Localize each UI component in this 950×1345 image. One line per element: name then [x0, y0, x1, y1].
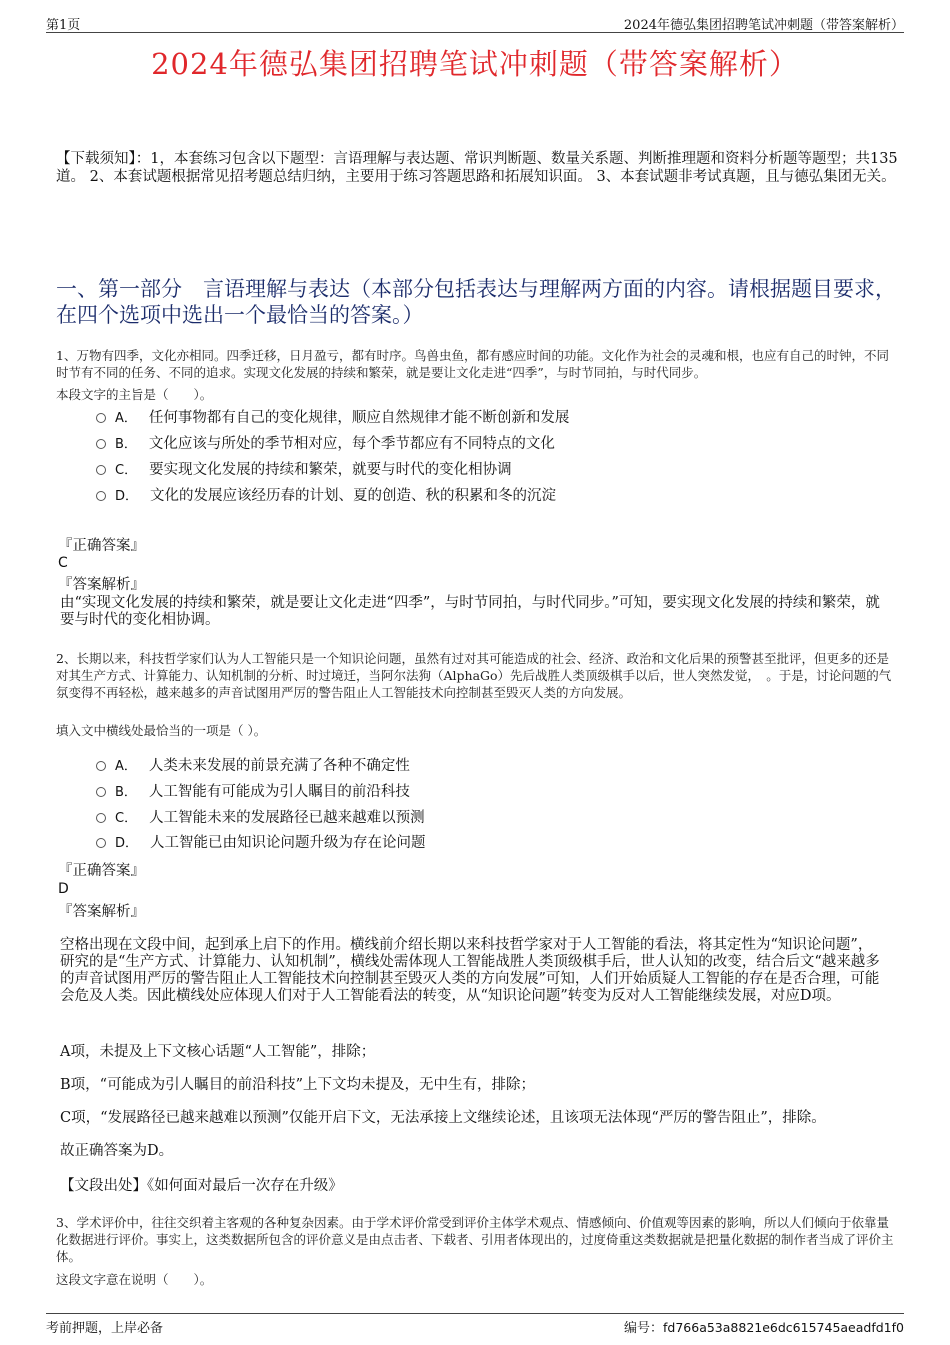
- footer-slogan: 考前押题，上岸必备: [46, 1321, 164, 1336]
- q2-ask: 填入文中横线处最恰当的一项是（ ）。: [56, 723, 267, 738]
- q2-analysis: 空格出现在文段中间，起到承上启下的作用。横线前介绍长期以来科技哲学家对于人工智能的看法，将其定性为“知识论问题”，研究的是“生产方式、计算能力、认知机制”，横线处需体现人工智能战胜人类顶级棋手后，世人认知的改变，结合后文“越来越多的声音试图用严厉的警告阻止人工智能技术向控制甚至毁灭人类的方向发展”可知，人们开始质疑人工智能的存在是否合理，可能会危及人类。因此横线处应体现人们对于人工智能看法的转变，从“知识论问题”转变为反对人工智能继续发展，对应D项。: [60, 937, 880, 1004]
- q2-note-a: A项，未提及上下文核心话题“人工智能”，排除；: [60, 1044, 376, 1060]
- radio-icon[interactable]: [96, 761, 106, 771]
- radio-icon[interactable]: [96, 413, 106, 423]
- download-notice: 【下载须知】：1，本套练习包含以下题型：言语理解与表达题、常识判断题、数量关系题、判断推理题和资料分析题等题型；共135道。 2、本套试题根据常见招考题总结归纳，主要用于练习答题思路和拓展知识面。 3、本套试题非考试真题，且与德弘集团无关。: [56, 151, 898, 185]
- q2-analysis-label: 『答案解析』: [58, 904, 145, 920]
- radio-icon[interactable]: [96, 787, 106, 797]
- q1-correct-label: 『正确答案』: [58, 538, 145, 554]
- document-title: 2024年德弘集团招聘笔试冲刺题（带答案解析）: [151, 47, 799, 81]
- q1-analysis: 由“实现文化发展的持续和繁荣，就是要让文化走进“四季”，与时节同拍，与时代同步。”可知，要实现文化发展的持续和繁荣，就要与时代的变化相协调。: [60, 595, 880, 628]
- q1-option-c[interactable]: C． 要实现文化发展的持续和繁荣，就要与时代的变化相协调: [96, 460, 512, 481]
- page-footer: [46, 1313, 904, 1336]
- q2-option-a[interactable]: A． 人类未来发展的前景充满了各种不确定性: [96, 756, 410, 777]
- header-doc-title: 2024年德弘集团招聘笔试冲刺题（带答案解析）: [623, 18, 904, 33]
- q2-note-b: B项，“可能成为引人瞩目的前沿科技”上下文均未提及，无中生有，排除；: [60, 1077, 535, 1093]
- page-number: 第1页: [46, 18, 81, 33]
- page-header: [46, 14, 904, 33]
- q2-stem: 2、长期以来，科技哲学家们认为人工智能只是一个知识论问题，虽然有过对其可能造成的社会、经济、政治和文化后果的预警甚至批评，但更多的还是对其生产方式、计算能力、认知机制的分析、时过境迁，当阿尔法狗（AlphaGo）先后战胜人类顶级棋手以后，世人突然发觉， 。于是，讨论问题的气氛变得不再轻松，越来越多的声音试图用严厉的警告阻止人工智能技术向控制甚至毁灭人类的方向发展。: [56, 651, 892, 700]
- footer-code: 编号：fd766a53a8821e6dc615745aeadfd1f0: [623, 1320, 904, 1336]
- q1-stem: 1、万物有四季，文化亦相同。四季迁移，日月盈亏，都有时序。鸟兽虫鱼，都有感应时间的功能。文化作为社会的灵魂和根，也应有自己的时钟，不同时节有不同的任务、不同的追求。实现文化发展的持续和繁荣，就是要让文化走进“四季”，与时节同拍，与时代同步。: [56, 348, 889, 380]
- q3-ask: 这段文字意在说明（ ）。: [56, 1272, 213, 1287]
- radio-icon[interactable]: [96, 813, 106, 823]
- radio-icon[interactable]: [96, 465, 106, 475]
- q1-answer: C: [58, 555, 68, 571]
- q2-correct-label: 『正确答案』: [58, 863, 145, 879]
- radio-icon[interactable]: [96, 838, 106, 848]
- q3-stem: 3、学术评价中，往往交织着主客观的各种复杂因素。由于学术评价常受到评价主体学术观点、情感倾向、价值观等因素的影响，所以人们倾向于依靠量化数据进行评价。事实上，这类数据所包含的评价意义是由点击者、下载者、引用者体现出的，过度倚重这类数据就是把量化数据的制作者当成了评价主体。: [56, 1215, 894, 1264]
- radio-icon[interactable]: [96, 439, 106, 449]
- q1-option-b[interactable]: B． 文化应该与所处的季节相对应，每个季节都应有不同特点的文化: [96, 434, 555, 455]
- q2-option-c[interactable]: C． 人工智能未来的发展路径已越来越难以预测: [96, 808, 425, 829]
- q2-note-c: C项，“发展路径已越来越难以预测”仅能开启下文，无法承接上文继续论述，且该项无法体现“严厉的警告阻止”，排除。: [60, 1110, 826, 1126]
- q2-conclusion: 故正确答案为D。: [60, 1143, 174, 1159]
- radio-icon[interactable]: [96, 491, 106, 501]
- q2-answer: D: [58, 881, 69, 897]
- q1-ask: 本段文字的主旨是（ ）。: [56, 387, 213, 402]
- q2-source: 【文段出处】《如何面对最后一次存在升级》: [60, 1178, 343, 1194]
- q2-option-d[interactable]: D． 人工智能已由知识论问题升级为存在论问题: [96, 833, 426, 854]
- q1-option-d[interactable]: D． 文化的发展应该经历春的计划、夏的创造、秋的积累和冬的沉淀: [96, 486, 556, 507]
- q1-analysis-label: 『答案解析』: [58, 577, 145, 593]
- section-heading: 一、第一部分 言语理解与表达（本部分包括表达与理解两方面的内容。请根据题目要求，在四个选项中选出一个最恰当的答案。）: [56, 277, 896, 327]
- q2-option-b[interactable]: B． 人工智能有可能成为引人瞩目的前沿科技: [96, 782, 410, 803]
- q1-option-a[interactable]: A． 任何事物都有自己的变化规律，顺应自然规律才能不断创新和发展: [96, 408, 569, 429]
